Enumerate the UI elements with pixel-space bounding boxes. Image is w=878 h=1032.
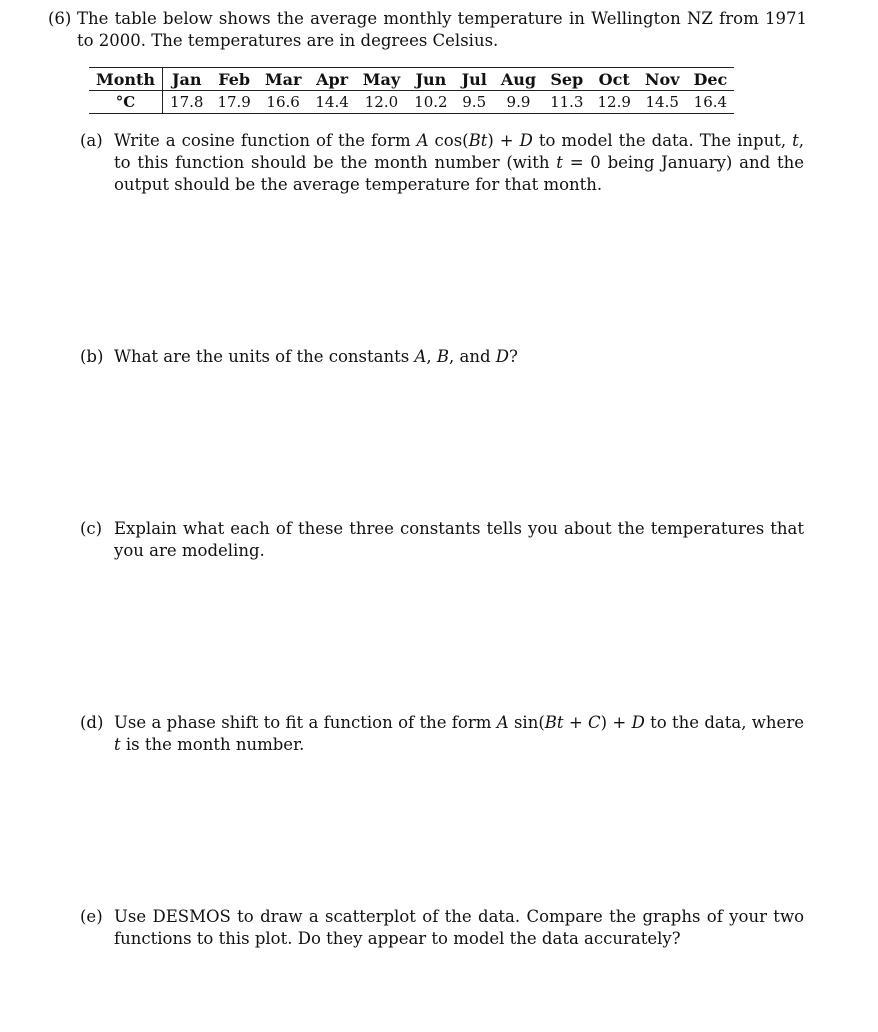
month-header: Jul (455, 68, 494, 91)
part-e-text: Use DESMOS to draw a scatterplot of the data. Compare the graphs of your two functions to this plot. Do they appear to model the data accurately? (114, 907, 804, 948)
problem-number: (6) (48, 9, 72, 28)
month-header: Mar (258, 68, 309, 91)
table-header-label: Month (89, 68, 163, 91)
part-d-label: (d) (80, 713, 104, 732)
temp-cell: 16.4 (693, 93, 728, 111)
temp-cell: 12.0 (364, 93, 399, 111)
month-header: May (356, 68, 407, 91)
month-header: Feb (210, 68, 257, 91)
part-d-text: Use a phase shift to fit a function of the form A sin(Bt + C) + D to the data, where t is the month number. (114, 713, 804, 754)
month-header: Jun (407, 68, 454, 91)
table-row-label: °C (89, 91, 163, 114)
temp-cell: 10.2 (414, 93, 448, 111)
month-header: Dec (686, 68, 734, 91)
month-header: Jan (163, 68, 211, 91)
part-b-label: (b) (80, 347, 104, 366)
part-a-label: (a) (80, 131, 103, 150)
part-b-text: What are the units of the constants A, B, and D? (114, 347, 518, 366)
month-header: Sep (543, 68, 590, 91)
problem-intro: The table below shows the average monthly temperature in Wellington NZ from 1971 to 2000. The temperatures are in degrees Celsius. (77, 9, 807, 50)
part-a-text: Write a cosine function of the form A cos(Bt) + D to model the data. The input, t, to this function should be the month number (with t = 0 being January) and the output should be the average temperature for that month. (114, 131, 804, 194)
part-c-text: Explain what each of these three constants tells you about the temperatures that you are modeling. (114, 519, 804, 560)
temp-cell: 17.9 (217, 93, 251, 111)
temp-cell: 9.5 (462, 93, 487, 111)
part-e-label: (e) (80, 907, 103, 926)
temp-cell: 11.3 (550, 93, 584, 111)
temp-cell: 9.9 (506, 93, 531, 111)
temp-cell: 16.6 (266, 93, 300, 111)
temp-cell: 12.9 (597, 93, 631, 111)
month-header: Apr (308, 68, 355, 91)
temperature-table (89, 67, 734, 114)
temp-cell: 14.4 (315, 93, 349, 111)
part-c-label: (c) (80, 519, 103, 538)
temp-cell: 14.5 (645, 93, 679, 111)
temp-cell: 17.8 (170, 93, 204, 111)
month-header: Aug (494, 68, 543, 91)
month-header: Oct (590, 68, 637, 91)
month-header: Nov (638, 68, 687, 91)
table-header-row (89, 68, 734, 91)
table-row (89, 91, 734, 114)
